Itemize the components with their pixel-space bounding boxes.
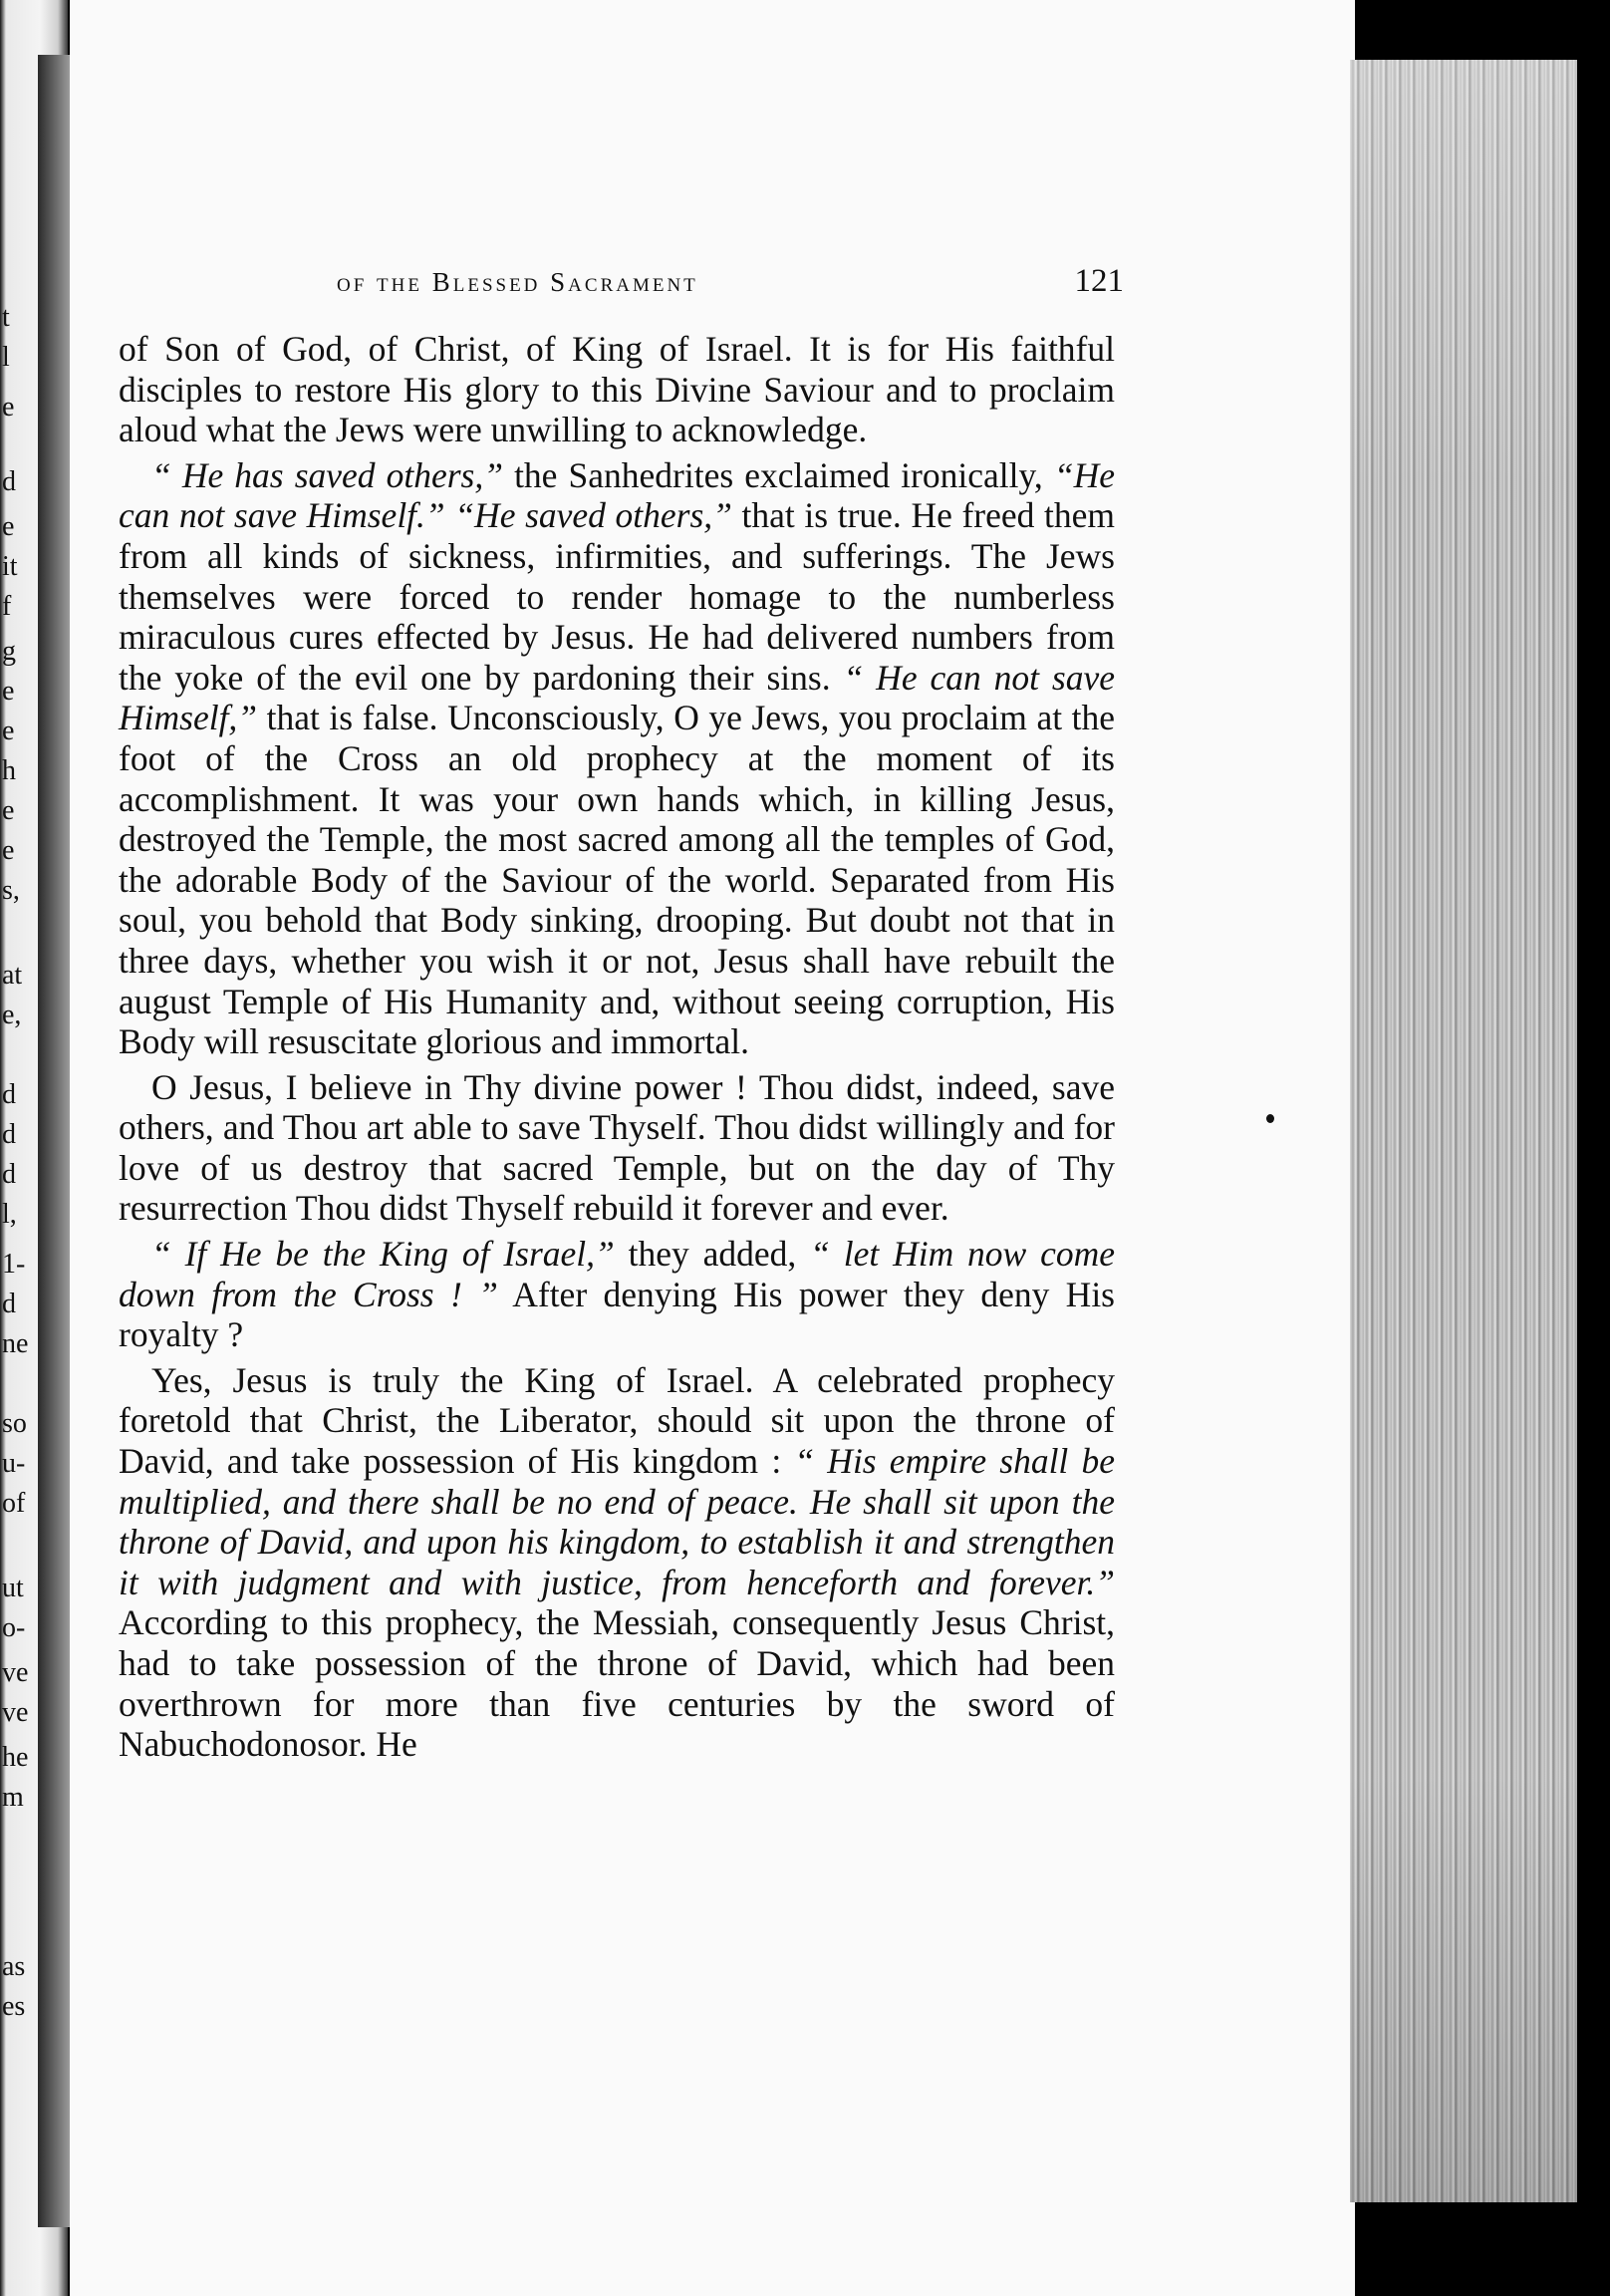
facing-page-fragment: ut: [2, 1573, 24, 1603]
facing-page-fragment: u-: [2, 1448, 26, 1479]
facing-page-fragment: e: [2, 511, 15, 542]
paragraph-4: “ If He be the King of Israel,” they added, “ let Him now come down from the Cross ! ” After denying His power they deny His royalty ?: [119, 1234, 1115, 1355]
facing-page-fragment: l: [2, 342, 10, 373]
facing-page-fragment: 1-: [2, 1249, 26, 1280]
facing-page-fragment: t: [2, 302, 10, 333]
paragraph-2: “ He has saved others,” the Sanhedrites exclaimed ironically, “He can not save Himself.” “He saved others,” that is true. He freed them from all kinds of sickness, infirmities, and sufferings. The Jews themselves were forced to render homage to the numberless miraculous cures effected by Jesus. He had delivered numbers from the yoke of the evil one by pardoning their sins. “ He can not save Himself,” that is false. Unconsciously, O ye Jews, you proclaim at the foot of the Cross an old prophecy at the moment of its accomplishment. It was your own hands which, in killing Jesus, destroyed the Temple, the most sacred among all the temples of God, the adorable Body of the Saviour of the world. Separated from His soul, you behold that Body sinking, drooping. But doubt not that in three days, whether you wish it or not, Jesus shall have rebuilt the august Temple of His Humanity and, without seeing corruption, His Body will resuscitate glorious and immortal.: [119, 454, 1116, 1062]
facing-page-fragment: of: [2, 1488, 26, 1519]
quote: “ He has saved others,”: [151, 454, 503, 495]
facing-page-fragment: o-: [2, 1612, 26, 1643]
background-edge: [1577, 0, 1610, 2296]
facing-page-text-fragments: [0, 0, 29, 2296]
facing-page-fragment: g: [2, 636, 16, 667]
facing-page-fragment: f: [2, 591, 12, 622]
quote: “He saved others,”: [454, 495, 732, 536]
facing-page-fragment: m: [2, 1782, 24, 1813]
page-body: [119, 329, 1115, 1770]
facing-page-fragment: l,: [2, 1199, 17, 1230]
facing-page-fragment: so: [2, 1408, 27, 1439]
facing-page-fragment: d: [2, 466, 16, 497]
facing-page-fragment: at: [2, 960, 23, 991]
facing-page-fragment: s,: [2, 875, 20, 906]
quote: “ He can not save Himself,”: [119, 657, 1116, 738]
facing-page-fragment: as: [2, 1951, 26, 1982]
facing-page-fragment: e: [2, 716, 15, 746]
facing-page-fragment: e: [2, 392, 15, 423]
quote: “He can not save Himself.”: [119, 454, 1116, 536]
facing-page-fragment: e: [2, 676, 15, 707]
quote: “ let Him now come down from the Cross ! ”: [119, 1234, 1115, 1314]
facing-page-fragment: ve: [2, 1697, 29, 1728]
facing-page-fragment: e: [2, 795, 15, 826]
facing-page-fragment: es: [2, 1991, 26, 2022]
paragraph-3: O Jesus, I believe in Thy divine power ! Thou didst, indeed, save others, and Thou art able to save Thyself. Thou didst willingly and for love of us destroy that sacred Temple, but on the day of Thy resurrection Thou didst Thyself rebuild it forever and ever.: [119, 1066, 1115, 1229]
facing-page-fragment: e,: [2, 1000, 22, 1030]
facing-page-fragment: he: [2, 1742, 29, 1773]
paragraph-1: of Son of God, of Christ, of King of Israel. It is for His faithful disciples to restore His glory to this Divine Saviour and to proclaim aloud what the Jews were unwilling to acknowledge.: [119, 329, 1115, 450]
running-head: of the Blessed Sacrament: [337, 267, 698, 297]
facing-page-fragment: d: [2, 1289, 16, 1319]
ink-speck: [1266, 1114, 1274, 1123]
quote: “ His empire shall be multiplied, and there shall be no end of peace. He shall sit upon the throne of David, and upon his kingdom, to establish it and strengthen it with judgment and with justice, from henceforth and forever.”: [119, 1441, 1115, 1602]
paragraph-5: Yes, Jesus is truly the King of Israel. A celebrated prophecy foretold that Christ, the Liberator, should sit upon the throne of David, and take possession of His kingdom : “ His empire shall be multiplied, and there shall be no end of peace. He shall sit upon the throne of David, and upon his kingdom, to establish it and strengthen it with judgment and with justice, from henceforth and forever.” According to this prophecy, the Messiah, consequently Jesus Christ, had to take possession of the throne of David, which had been overthrown for more than five centuries by the sword of Nabuchodonosor. He: [119, 1359, 1115, 1765]
page-number: 121: [1074, 263, 1124, 299]
quote: “ If He be the King of Israel,”: [151, 1234, 615, 1275]
facing-page-fragment: h: [2, 755, 16, 786]
facing-page-fragment: d: [2, 1079, 16, 1110]
facing-page-fragment: e: [2, 835, 15, 866]
page-header: [337, 263, 1124, 307]
facing-page-fragment: it: [2, 551, 18, 582]
facing-page-fragment: ne: [2, 1328, 29, 1359]
facing-page-fragment: d: [2, 1119, 16, 1150]
facing-page-fragment: ve: [2, 1657, 29, 1688]
page-stack-edges: [1350, 60, 1577, 2202]
facing-page-fragment: d: [2, 1159, 16, 1190]
